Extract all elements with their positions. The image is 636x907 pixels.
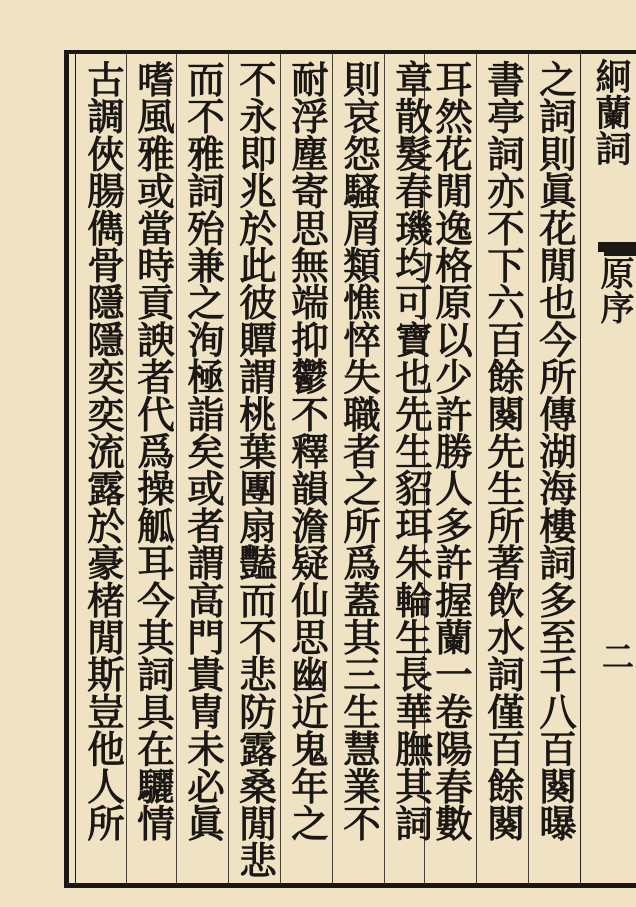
text-column-6: 耐浮塵寄思無端抑鬱不釋韻澹疑仙思幽近鬼年之 xyxy=(285,60,329,842)
text-column-3: 耳然花閒逸格原以少許勝人多許握蘭一卷陽春數 xyxy=(429,60,473,842)
page-number: 二 xyxy=(597,640,635,672)
column-rule xyxy=(528,54,529,883)
column-rule xyxy=(228,54,229,883)
frame-inner-line xyxy=(75,54,76,883)
text-column-7: 不永即兆於此彼贉謂桃葉團扇豔而不悲防露桑閒悲 xyxy=(233,60,277,879)
book-title: 絅蘭詞 xyxy=(590,58,632,166)
banner-rule xyxy=(580,54,581,883)
section-label: 原序 xyxy=(594,256,634,324)
column-rule xyxy=(384,54,385,883)
text-column-5: 則哀怨騷屑類憔悴失職者之所爲蓋其三生慧業不 xyxy=(337,60,381,842)
text-column-8: 而不雅詞殆兼之洵極詣矣或者謂高門貴冑未必眞 xyxy=(181,60,225,842)
fishtail-mark xyxy=(598,242,636,252)
text-column-4: 章散髮春璣均可寶也先生貂珥朱輪生長華膴其詞 xyxy=(389,60,433,842)
column-rule xyxy=(476,54,477,883)
text-column-10: 古調俠腸儁骨隱隱奕奕流露於豪楮閒斯豈他人所 xyxy=(81,60,125,842)
text-column-9: 嗜風雅或當時貢諛者代爲操觚耳今其詞具在驪情 xyxy=(131,60,175,842)
text-column-2: 書亭詞亦不下六百餘闋先生所著飲水詞僅百餘闋 xyxy=(481,60,525,842)
text-column-1: 之詞則眞花閒也今所傳湖海樓詞多至千八百闋曝 xyxy=(533,60,577,842)
column-rule xyxy=(332,54,333,883)
column-rule xyxy=(280,54,281,883)
